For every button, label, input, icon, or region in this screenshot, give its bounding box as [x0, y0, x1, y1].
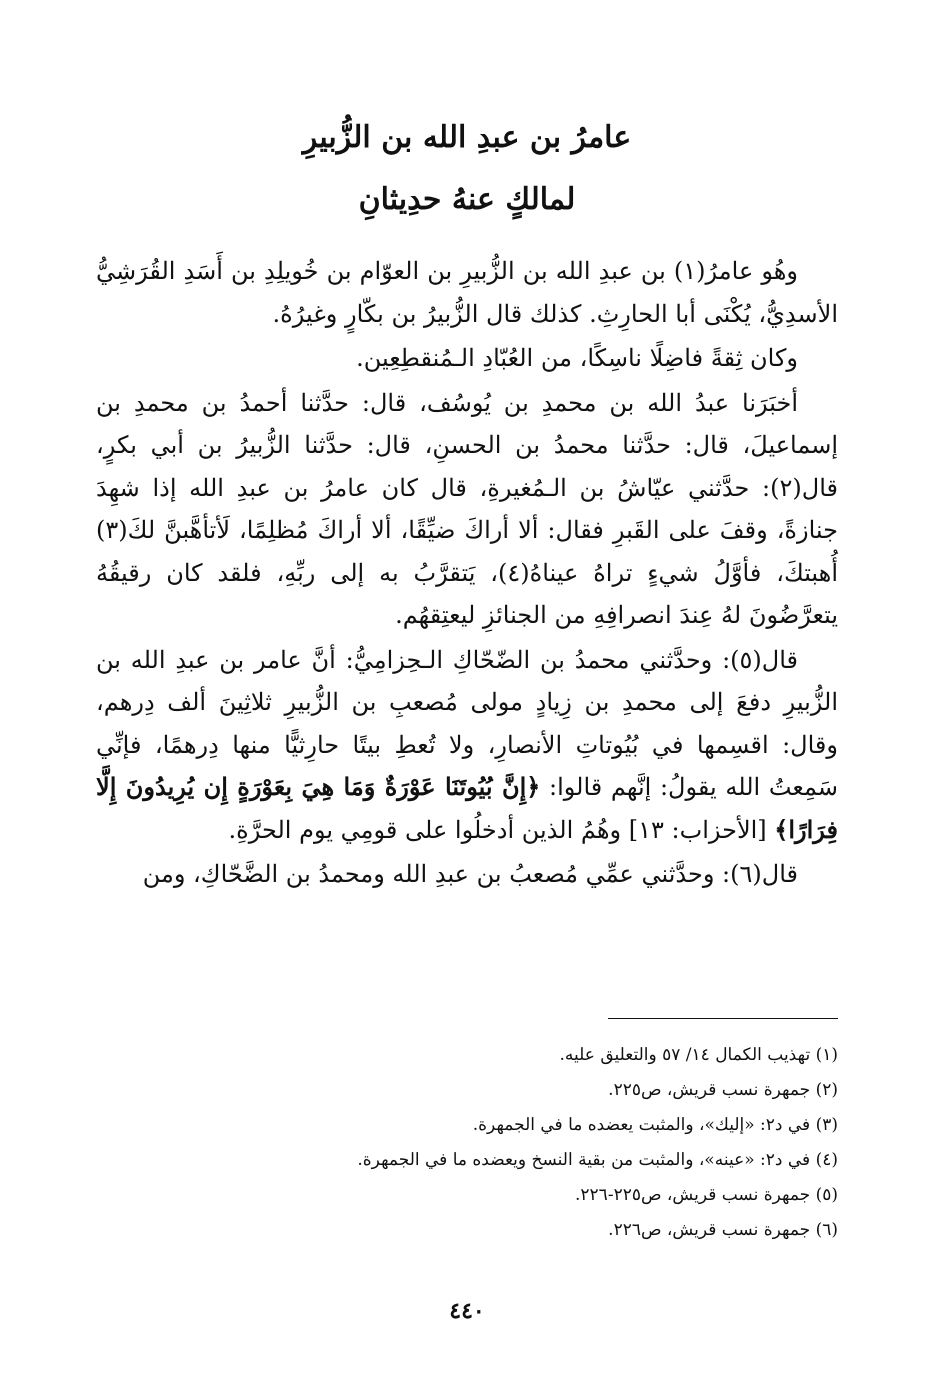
paragraph-5: قال(٦): وحدَّثني عمِّي مُصعبُ بن عبدِ الله ومحمدُ بن الضَّحّاكِ، ومن [142, 860, 798, 888]
footnotes [96, 1038, 838, 1248]
footnote-separator [608, 1018, 838, 1019]
paragraph-2: وكان ثِقةً فاضِلًا ناسِكًا، من العُبّادِ الـمُنقطِعِين. [356, 344, 798, 372]
footnote-3: (٣) في د٢: «إليك»، والمثبت يعضده ما في الجمهرة. [472, 1115, 838, 1135]
footnote-4: (٤) في د٢: «عينه»، والمثبت من بقية النسخ ويعضده ما في الجمهرة. [357, 1150, 838, 1170]
book-page [96, 100, 838, 1340]
paragraph-4-intro: قال(٥): وحدَّثني محمدُ بن الضّحّاكِ الـحِزامِيُّ: أنَّ عامر بن عبدِ الله بن الزُّبيرِ دفعَ إلى محمدِ بن زِيادٍ مولى مُصعبِ بن الزُّبيرِ ثلاثِينَ ألف دِرهم، وقال: اقسِمها في بُيُوتاتِ الأنصارِ، ولا تُعطِ بيتًا حارِثيًّا منها دِرهمًا، فإنِّي سَمِعتُ الله يقولُ: إنَّهم قالوا: [96, 645, 838, 801]
paragraph-4 [96, 639, 838, 852]
paragraph-1: وهُو عامرُ(١) بن عبدِ الله بن الزُّبيرِ بن العوّام بن خُويلِدِ بن أَسَدِ القُرَشِيُّ الأسدِيُّ، يُكْنَى أبا الحارِثِ. كذلك قال الزُّبيرُ بن بكّارٍ وغيرُهُ. [96, 257, 838, 328]
quran-verse: ﴿إِنَّ بُيُوتَنَا عَوْرَةٌ وَمَا هِيَ بِعَوْرَةٍ إِن يُرِيدُونَ إِلَّا فِرَارًا﴾ [96, 772, 838, 844]
page-number: ٤٤٠ [449, 1298, 485, 1324]
footnote-2: (٢) جمهرة نسب قريش، ص٢٢٥. [608, 1080, 838, 1100]
paragraph-4-end: [الأحزاب: ١٣] وهُمُ الذين أدخلُوا على قومِي يوم الحرَّةِ. [228, 815, 775, 844]
chapter-title: عامرُ بن عبدِ الله بن الزُّبيرِ [302, 120, 632, 155]
footnote-6: (٦) جمهرة نسب قريش، ص٢٢٦. [608, 1220, 838, 1240]
footnote-5: (٥) جمهرة نسب قريش، ص٢٢٥-٢٢٦. [575, 1185, 838, 1205]
footnote-1: (١) تهذيب الكمال ١٤/ ٥٧ والتعليق عليه. [559, 1045, 838, 1065]
chapter-subtitle: لمالكٍ عنهُ حدِيثانِ [358, 182, 576, 217]
main-text [96, 250, 838, 896]
paragraph-3: أخبَرَنا عبدُ الله بن محمدِ بن يُوسُف، قال: حدَّثنا أحمدُ بن محمدِ بن إسماعيلَ، قال: حدَّثنا محمدُ بن الحسنِ، قال: حدَّثنا الزُّبيرُ بن أبي بكرٍ، قال(٢): حدَّثني عيّاشُ بن الـمُغيرةِ، قال كان عامرُ بن عبدِ الله إذا شهِدَ جنازةً، وقفَ على القَبرِ فقال: ألا أراكَ ضيِّقًا، ألا أراكَ مُظلِمًا، لَأتأهَّبنَّ لكَ(٣) أُهبتكَ، فأوَّلُ شيءٍ تراهُ عيناهُ(٤)، يَتقرَّبُ به إلى ربِّهِ، فلقد كان رقيقُهُ يتعرَّضُونَ لهُ عِندَ انصرافِهِ من الجنائزِ ليعتِقهُم. [96, 388, 838, 629]
